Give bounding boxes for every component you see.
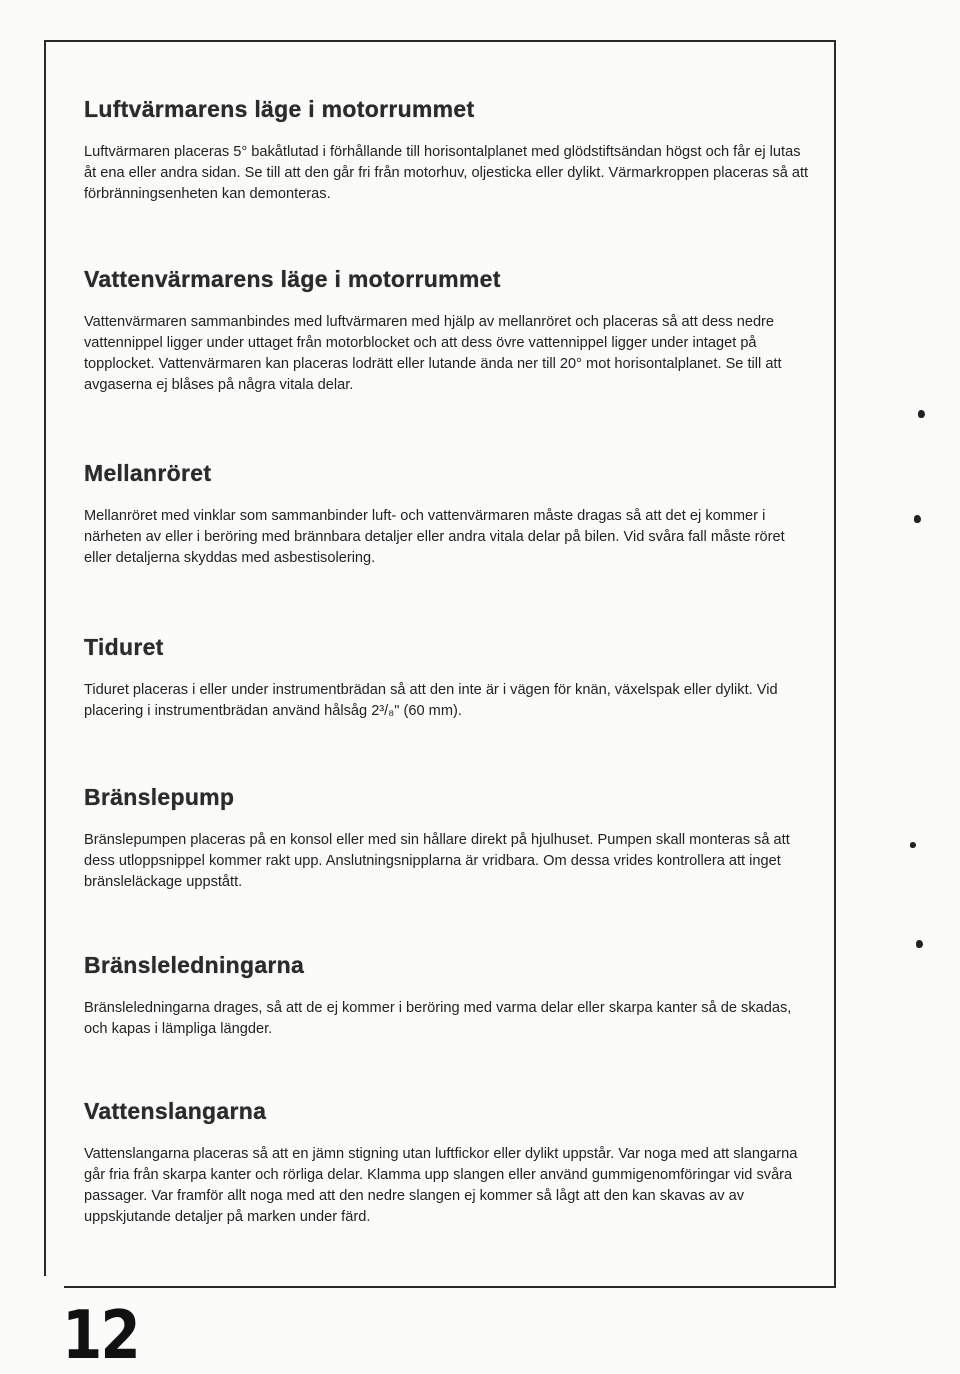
section-air-heater-position: [84, 96, 814, 205]
section-heading: Tiduret: [84, 634, 164, 660]
section-heading: Bränslepump: [84, 784, 235, 810]
section-heading: Luftvärmarens läge i motorrummet: [84, 96, 475, 122]
section-fuel-pump: [84, 784, 814, 893]
section-intermediate-pipe: [84, 460, 814, 569]
scan-speck: [916, 940, 923, 948]
scan-speck: [910, 842, 916, 848]
section-timer: [84, 634, 814, 722]
section-body: Mellanröret med vinklar som sammanbinder luft- och vattenvärmaren måste dragas så att det ej kommer i närheten av eller i beröring med brännbara detaljer eller andra vitala delar på bilen. Vid svåra fall måste röret eller detaljerna skyddas med asbestisolering.: [84, 508, 785, 566]
section-heading: Vattenvärmarens läge i motorrummet: [84, 266, 501, 292]
section-heading: Vattenslangarna: [84, 1098, 267, 1124]
section-heading: Mellanröret: [84, 460, 212, 486]
section-body: Bränsleledningarna drages, så att de ej kommer i beröring med varma delar eller skarpa kanter så de skadas, och kapas i lämpliga längder.: [84, 1000, 792, 1037]
page-number: 12: [62, 1296, 139, 1374]
section-body: Vattenslangarna placeras så att en jämn stigning utan luftfickor eller dylikt uppstår. Var noga med att slangarna går fria från skarpa kanter och rörliga delar. Klamma upp slangen eller använd gummigenomföringar vid svåra passager. Var framför allt noga med att den nedre slangen ej kommer så lågt att den kan skavas av av uppskjutande detaljer på marken under färd.: [84, 1146, 798, 1225]
section-body: Luftvärmaren placeras 5° bakåtlutad i förhållande till horisontalplanet med glödstiftsändan högst och får ej lutas åt ena eller andra sidan. Se till att den går fri från motorhuv, oljesticka eller dylikt. Värmarkroppen placeras så att förbränningsenheten kan demonteras.: [84, 144, 809, 202]
scan-speck: [918, 410, 925, 418]
section-water-heater-position: [84, 266, 814, 396]
border-gap: [44, 1276, 64, 1290]
section-body: Bränslepumpen placeras på en konsol eller med sin hållare direkt på hjulhuset. Pumpen skall monteras så att dess utloppsnippel kommer rakt upp. Anslutningsnipplarna är vridbara. Om dessa vrides kontrollera att inget bränsleläckage uppstått.: [84, 832, 790, 890]
section-heading: Bränsleledningarna: [84, 952, 305, 978]
section-body: Vattenvärmaren sammanbindes med luftvärmaren med hjälp av mellanröret och placeras så att dess nedre vattennippel ligger under uttaget från motorblocket och att dess övre vattennippel ligger under intaget på topplocket. Vattenvärmaren kan placeras lodrätt eller lutande ända ner till 20° mot horisontalplanet. Se till att avgaserna ej blåses på några vitala delar.: [84, 314, 782, 393]
scan-speck: [914, 515, 921, 523]
section-fuel-lines: [84, 952, 814, 1040]
section-body: Tiduret placeras i eller under instrumentbrädan så att den inte är i vägen för knän, växelspak eller dylikt. Vid placering i instrumentbrädan använd hålsåg 2³/₈" (60 mm).: [84, 682, 778, 719]
section-water-hoses: [84, 1098, 814, 1228]
